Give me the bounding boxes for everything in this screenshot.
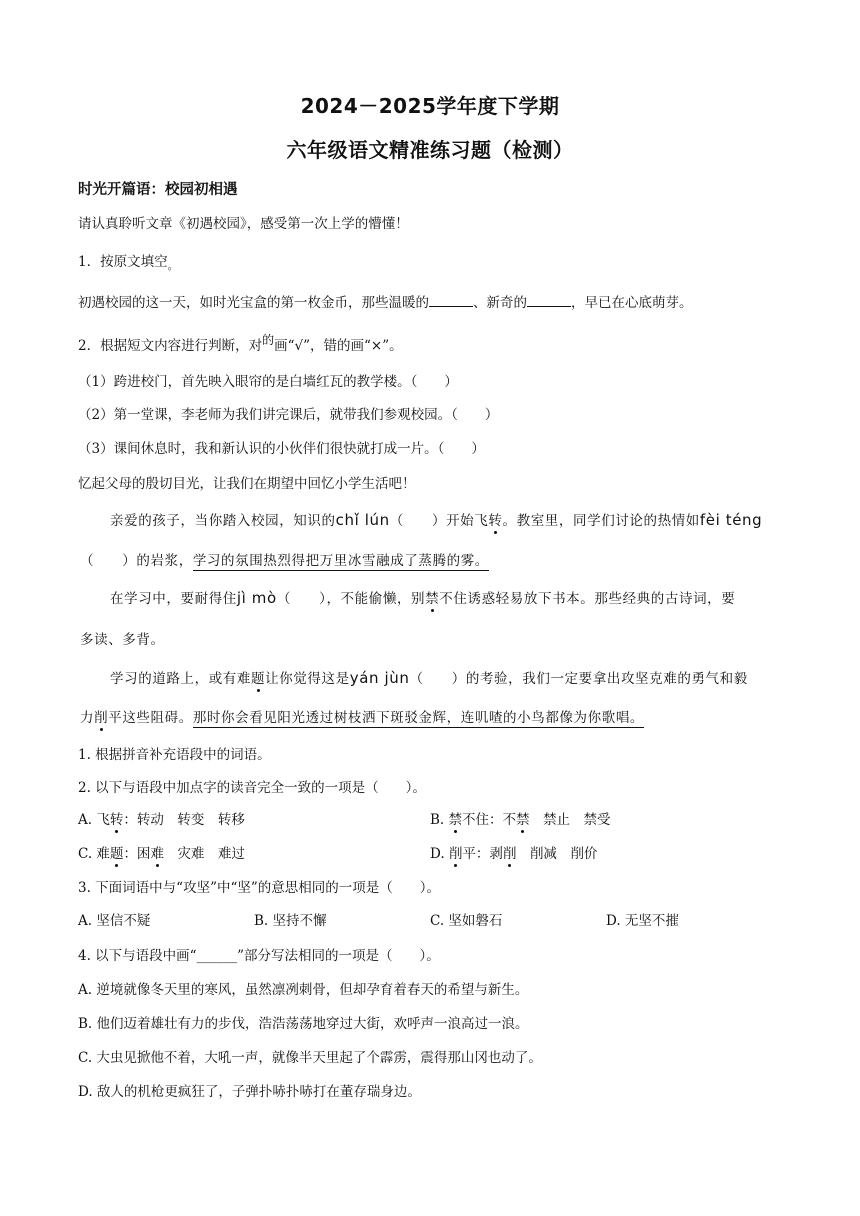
question-1-mark: 。 <box>167 259 179 272</box>
passage-paragraph-3-line-2 <box>80 706 644 726</box>
p1-text-a: 亲爱的孩子，当你踏入校园，知识的 <box>110 513 336 529</box>
opt-a-word-3: 转移 <box>217 812 245 828</box>
opt-d-word-2: 削减 <box>529 846 557 862</box>
option-3d[interactable]: D. 无坚不摧 <box>606 913 679 929</box>
opt-b-word-1: 禁 <box>516 808 530 828</box>
p2-text-b: （ ），不能偷懒，别 <box>276 591 426 607</box>
opt-a-label: A. 飞 <box>78 812 110 828</box>
sub-question-3: 3. 下面词语中与“攻坚”中“坚”的意思相同的一项是（ ）。 <box>78 880 441 896</box>
passage-paragraph-1-line-2 <box>80 549 489 569</box>
opt-d-label: D. <box>430 846 449 862</box>
option-2d[interactable] <box>430 842 597 862</box>
p1-text-c: 。教室里，同学们讨论的热情如 <box>502 513 700 529</box>
opt-c-label: C. 难 <box>78 846 110 862</box>
underlined-sentence-2: 那时你会看见阳光透过树枝洒下斑驳金辉，连叽喳的小鸟都像为你歌唱。 <box>192 710 645 726</box>
fill-blank-2[interactable] <box>527 294 571 307</box>
sub-question-2: 2. 以下与语段中加点字的读音完全一致的一项是（ ）。 <box>78 780 426 796</box>
option-2a[interactable] <box>78 808 245 828</box>
opt-a-rest: ： <box>123 812 137 828</box>
p1-line2-text: （ ）的岩浆， <box>80 553 193 569</box>
question-1-label <box>78 250 179 270</box>
p1-text-b: （ ）开始飞 <box>389 513 489 529</box>
question-1-sentence <box>78 291 693 311</box>
q2-label-a: 2．根据短文内容进行判断，对 <box>78 338 263 354</box>
option-4a[interactable]: A. 逆境就像冬天里的寒风，虽然凛冽刺骨，但却孕育着春天的希望与新生。 <box>78 982 529 998</box>
intro-text: 请认真聆听文章《初遇校园》，感受第一次上学的懵懂！ <box>78 216 409 232</box>
page-title-subject: 六年级语文精准练习题（检测） <box>286 138 574 162</box>
opt-b-label: B. <box>430 812 449 828</box>
pinyin-chilun: chǐ lún <box>335 511 390 529</box>
judge-item-2: （2）第一堂课，李老师为我们讲完课后，就带我们参观校园。（ ） <box>78 407 499 423</box>
opt-b-dot: 禁 <box>449 808 463 828</box>
option-3a[interactable]: A. 坚信不疑 <box>78 913 151 929</box>
dotted-char-xue: 削 <box>94 706 108 726</box>
p3-text-b: 让你觉得这是 <box>265 671 350 687</box>
page-title-year: 2024－2025学年度下学期 <box>300 94 560 118</box>
sentence-part-b: 、新奇的 <box>473 295 527 311</box>
opt-c-word-3: 难过 <box>217 846 245 862</box>
q2-label-sup: 的 <box>262 333 275 347</box>
opt-b-word-2: 禁止 <box>543 812 571 828</box>
passage-paragraph-2-line-1 <box>110 587 735 607</box>
passage-paragraph-3-line-1 <box>110 667 748 687</box>
opt-d-rest: 平：剥 <box>462 846 503 862</box>
pinyin-feiteng: fèi téng <box>699 511 763 529</box>
dotted-char-jin: 禁 <box>425 587 439 607</box>
pinyin-yanjun: yán jùn <box>349 669 410 687</box>
underlined-sentence-1: 学习的氛围热烈得把万里冰雪融成了蒸腾的雾。 <box>192 553 489 569</box>
opt-c-rest: ：困 <box>123 846 151 862</box>
opt-d-word-1: 削 <box>503 842 517 862</box>
question-2-label <box>78 334 403 354</box>
p2-text-a: 在学习中，要耐得住 <box>110 591 237 607</box>
option-4c[interactable]: C. 大虫见掀他不着，大吼一声，就像半天里起了个霹雳，震得那山冈也动了。 <box>78 1050 542 1066</box>
opt-c-dot: 题 <box>110 842 124 862</box>
opt-a-word-2: 转变 <box>177 812 205 828</box>
option-2b[interactable] <box>430 808 611 828</box>
recall-text: 忆起父母的殷切目光，让我们在期望中回忆小学生活吧！ <box>78 476 416 492</box>
opt-a-dot: 转 <box>110 808 124 828</box>
p3-line2-text-b: 平这些阻碍。 <box>108 710 193 726</box>
opt-d-word-3: 削价 <box>570 846 598 862</box>
q2-label-b: 画“√”，错的画“×”。 <box>274 338 403 354</box>
dotted-char-ti: 题 <box>251 667 265 687</box>
opt-a-word-1: 转动 <box>136 812 164 828</box>
p3-line2-text-a: 力 <box>80 710 95 726</box>
option-3b[interactable]: B. 坚持不懈 <box>254 913 327 929</box>
option-4b[interactable]: B. 他们迈着雄壮有力的步伐，浩浩荡荡地穿过大街，欢呼声一浪高过一浪。 <box>78 1016 529 1032</box>
judge-item-3: （3）课间休息时，我和新认识的小伙伴们很快就打成一片。（ ） <box>78 441 485 457</box>
p3-text-a: 学习的道路上，或有难 <box>110 671 251 687</box>
opt-b-word-3: 禁受 <box>583 812 611 828</box>
opt-c-word-1: 难 <box>150 842 164 862</box>
opt-b-rest: 不住：不 <box>462 812 517 828</box>
section-heading: 时光开篇语：校园初相遇 <box>78 182 238 198</box>
pinyin-jimo: jì mò <box>236 589 277 607</box>
sentence-part-a: 初遇校园的这一天，如时光宝盒的第一枚金币，那些温暖的 <box>78 295 429 311</box>
sentence-part-c: ，早已在心底萌芽。 <box>571 295 693 311</box>
p3-text-c: （ ）的考验，我们一定要拿出攻坚克难的勇气和毅 <box>409 671 748 687</box>
fill-blank-1[interactable] <box>429 294 473 307</box>
option-3c[interactable]: C. 坚如磐石 <box>430 913 503 929</box>
passage-paragraph-1-line-1 <box>110 509 762 529</box>
passage-paragraph-2-line-2: 多读、多背。 <box>80 632 165 648</box>
dotted-char-zhuan: 转 <box>488 509 502 529</box>
judge-item-1: （1）跨进校门，首先映入眼帘的是白墙红瓦的教学楼。（ ） <box>78 374 458 390</box>
option-2c[interactable] <box>78 842 245 862</box>
p2-text-c: 不住诱惑轻易放下书本。那些经典的古诗词，要 <box>439 591 736 607</box>
sub-question-4: 4. 以下与语段中画“______”部分写法相同的一项是（ ）。 <box>78 948 440 964</box>
sub-question-1: 1. 根据拼音补充语段中的词语。 <box>78 747 271 763</box>
question-1-text: 1．按原文填空 <box>78 254 168 270</box>
opt-d-dot: 削 <box>449 842 463 862</box>
option-4d[interactable]: D. 敌人的机枪更疯狂了，子弹扑哧扑哧打在董存瑞身边。 <box>78 1084 421 1100</box>
opt-c-word-2: 灾难 <box>177 846 205 862</box>
